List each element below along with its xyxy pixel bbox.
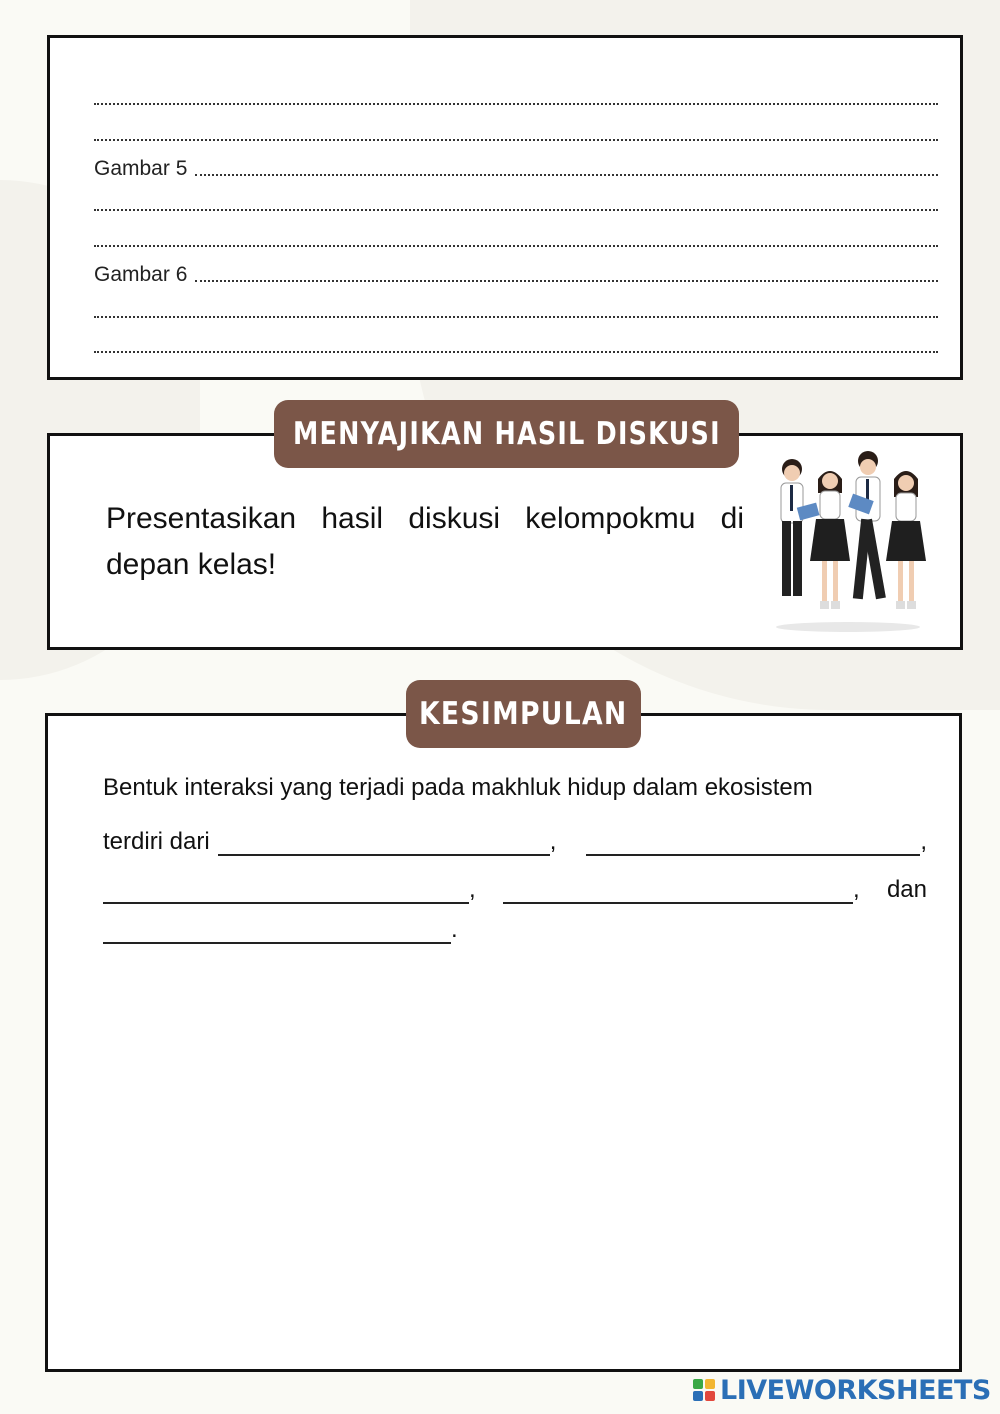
conclusion-line-4: [103, 916, 927, 956]
comma: ,: [469, 876, 476, 903]
students-illustration: [768, 451, 928, 636]
period: .: [451, 916, 458, 943]
liveworksheets-brand: [692, 1374, 991, 1406]
dotted-answer-line[interactable]: [94, 227, 938, 251]
answer-blank-3[interactable]: [103, 880, 469, 904]
conclusion-line-2: [103, 816, 927, 856]
dotted-answer-line[interactable]: [94, 191, 938, 215]
gambar-5-label: Gambar 5: [94, 157, 188, 180]
liveworksheets-logo-icon: [692, 1378, 716, 1402]
brand-name: LIVEWORKSHEETS: [720, 1374, 991, 1406]
conclusion-box: [45, 713, 962, 1372]
answer-blank-4[interactable]: [503, 880, 853, 904]
answer-blank-5[interactable]: [103, 920, 451, 944]
present-section-title: [274, 400, 739, 468]
conclusion-prefix: terdiri dari: [103, 828, 210, 855]
dotted-answer-line[interactable]: [94, 121, 938, 145]
conjunction-dan: dan: [886, 876, 927, 903]
present-title-text: MENYAJIKAN HASIL DISKUSI: [292, 416, 721, 452]
present-instruction: Presentasikan hasil diskusi kelompokmu di depan kelas!: [106, 502, 744, 581]
gambar-5-row[interactable]: [94, 156, 938, 180]
gambar-6-label: Gambar 6: [94, 263, 188, 286]
comma: ,: [920, 828, 927, 855]
answer-box-gambar: [47, 35, 963, 380]
conclusion-section-title: [406, 680, 641, 748]
gambar-6-row[interactable]: [94, 262, 938, 286]
answer-blank-2[interactable]: [586, 832, 920, 856]
dotted-answer-line[interactable]: [94, 85, 938, 109]
conclusion-line-3: [103, 864, 927, 904]
comma: ,: [549, 828, 557, 855]
answer-blank-1[interactable]: [218, 832, 550, 856]
conclusion-line-1: [103, 774, 927, 814]
conclusion-sentence: Bentuk interaksi yang terjadi pada makhluk hidup dalam ekosistem: [103, 774, 813, 801]
dotted-answer-line[interactable]: [94, 298, 938, 322]
dotted-answer-line[interactable]: [94, 333, 938, 357]
conclusion-title-text: KESIMPULAN: [419, 696, 628, 732]
comma: ,: [852, 876, 860, 903]
